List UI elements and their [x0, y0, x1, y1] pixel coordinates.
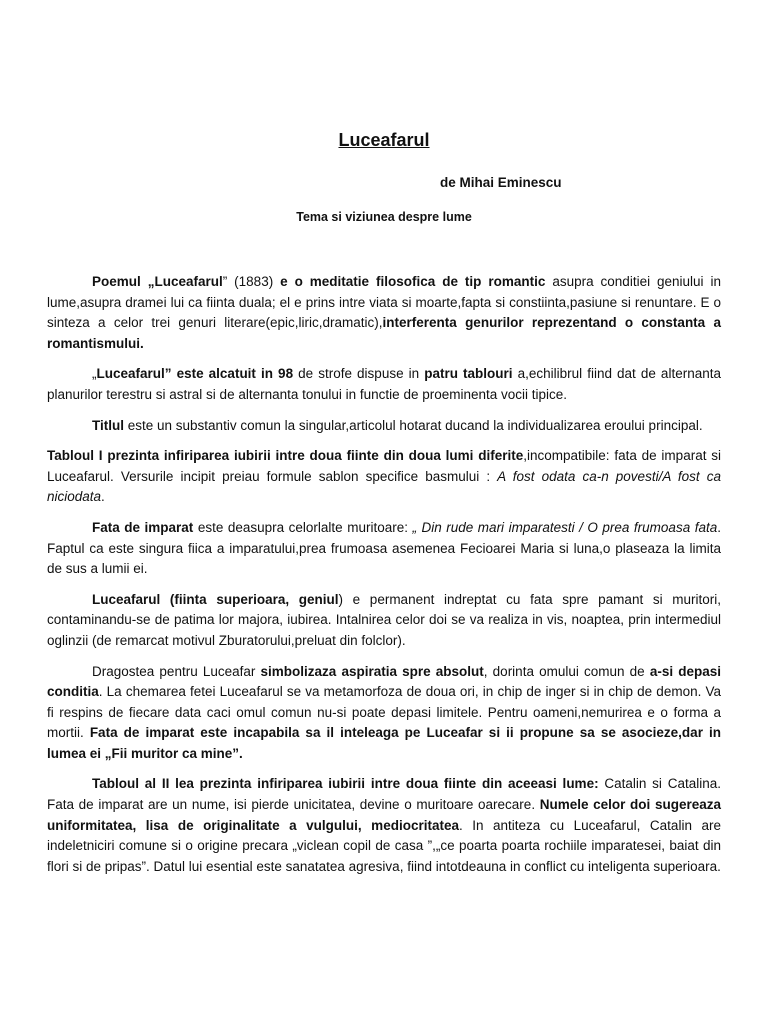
paragraph-text-span: Poemul „Luceafarul: [92, 274, 223, 289]
paragraph-text-span: interferenta genurilor reprezentand o constanta a romantismului.: [47, 315, 721, 351]
paragraph-text-span: Fata de imparat: [92, 519, 194, 535]
paragraph-text-span: simbolizaza aspiratia spre absolut: [260, 663, 484, 679]
document-title: Luceafarul: [338, 130, 430, 150]
paragraph-text-span: de strofe dispuse in: [293, 366, 425, 382]
paragraph-5: [47, 518, 721, 580]
document-subtitle: Tema si viziunea despre lume: [296, 210, 472, 224]
paragraph-4: [47, 446, 721, 508]
paragraph-text-span: este un substantiv comun la singular,articolul hotarat ducand la individualizarea eroului principal.: [124, 417, 703, 433]
paragraph-text-span: .: [101, 489, 105, 505]
paragraph-text-span: . Faptul ca este singura fiica a imparatului,prea frumoasa asemenea Fecioarei Maria si luna,o plaseaza la limita de sus a lumii ei.: [47, 519, 721, 577]
paragraph-text-span: . In antiteza cu Luceafarul, Catalin are indeletniciri comune si o origine precara „viclean copil de casa ”,„ce poarta poarta rochiile imparatesei, baiat din flori si de pripas”. Datul lui esential este sanatatea agresiva, fiind intotdeauna in conflict cu inteligenta superioara.: [47, 817, 721, 874]
paragraph-text-span: este deasupra celorlalte muritoare:: [193, 519, 413, 535]
paragraph-text-span: asupra conditiei geniului in lume,asupra dramei lui ca fiinta duala; el e prins intre viata si moarte,fapta si constiinta,pasiune si renuntare. E o sinteza a celor trei genuri literare(epic,liric,dramatic),: [47, 274, 722, 331]
document-body: [47, 272, 721, 887]
paragraph-text-span: , dorinta omului comun de: [483, 663, 650, 679]
paragraph-8: [47, 774, 721, 877]
paragraph-text-span: Tabloul I prezinta infiriparea iubirii intre doua fiinte din doua lumi diferite: [47, 448, 524, 464]
paragraph-text-span: a,echilibrul fiind dat de alternanta planurilor terestru si astral si de alternanta tonului in functie de proeminenta vocii tipice.: [47, 366, 721, 402]
paragraph-6: [47, 590, 721, 652]
paragraph-text-span: Luceafarul” este alcatuit in 98: [96, 366, 294, 382]
paragraph-text-span: „ Din rude mari imparatesti / O prea frumoasa fata: [412, 519, 718, 535]
paragraph-text-span: a-si depasi conditia: [47, 663, 721, 700]
paragraph-2: [47, 364, 721, 405]
paragraph-text-span: Titlul: [92, 417, 124, 433]
paragraph-1: [47, 272, 721, 354]
author-line: de Mihai Eminescu: [440, 175, 562, 190]
paragraph-text-span: ” (1883): [222, 274, 281, 289]
paragraph-text-span: e o meditatie filosofica de tip romantic: [280, 274, 546, 289]
paragraph-text-span: patru tablouri: [424, 366, 513, 382]
paragraph-text-span: ,incompatibile: fata de imparat si Luceafarul. Versurile incipit preiau formule sablon specifice basmului :: [47, 448, 721, 484]
paragraph-text-span: . La chemarea fetei Luceafarul se va metamorfoza de doua ori, in chip de inger si in chip de demon. Va fi respins de fiecare data caci omul comun nu-si poate depasi limitele. Pentru oameni,nemurirea e o forma a mortii.: [47, 684, 721, 741]
paragraph-3: [47, 416, 721, 437]
paragraph-text-span: Numele celor doi sugereaza uniformitatea, lisa de originalitate a vulgului, mediocritatea: [47, 797, 721, 833]
paragraph-text-span: A fost odata ca-n povesti/A fost ca niciodata: [47, 468, 721, 505]
paragraph-text-span: Catalin si Catalina. Fata de imparat are un nume, isi pierde unicitatea, devine o muritoare oarecare.: [47, 776, 721, 813]
paragraph-text-span: ) e permanent indreptat cu fata spre pamant si muritori, contaminandu-se de patima lor majora, iubirea. Intalnirea celor doi se va realiza in vis, noaptea, prin intermediul oglinzii (de remarcat motivul Zburatorului,preluat din folclor).: [47, 591, 722, 648]
paragraph-text-span: Luceafarul (fiinta superioara, geniul: [92, 591, 339, 607]
paragraph-text-span: Tabloul al II lea prezinta infiriparea iubirii intre doua fiinte din aceeasi lume:: [92, 776, 599, 792]
paragraph-text-span: Fata de imparat este incapabila sa il inteleaga pe Luceafar si ii propune sa se asocieze,dar in lumea ei „Fii muritor ca mine”.: [47, 725, 721, 761]
paragraph-7: [47, 662, 721, 765]
paragraph-text-span: „: [92, 366, 97, 382]
paragraph-text-span: Dragostea pentru Luceafar: [92, 663, 261, 679]
